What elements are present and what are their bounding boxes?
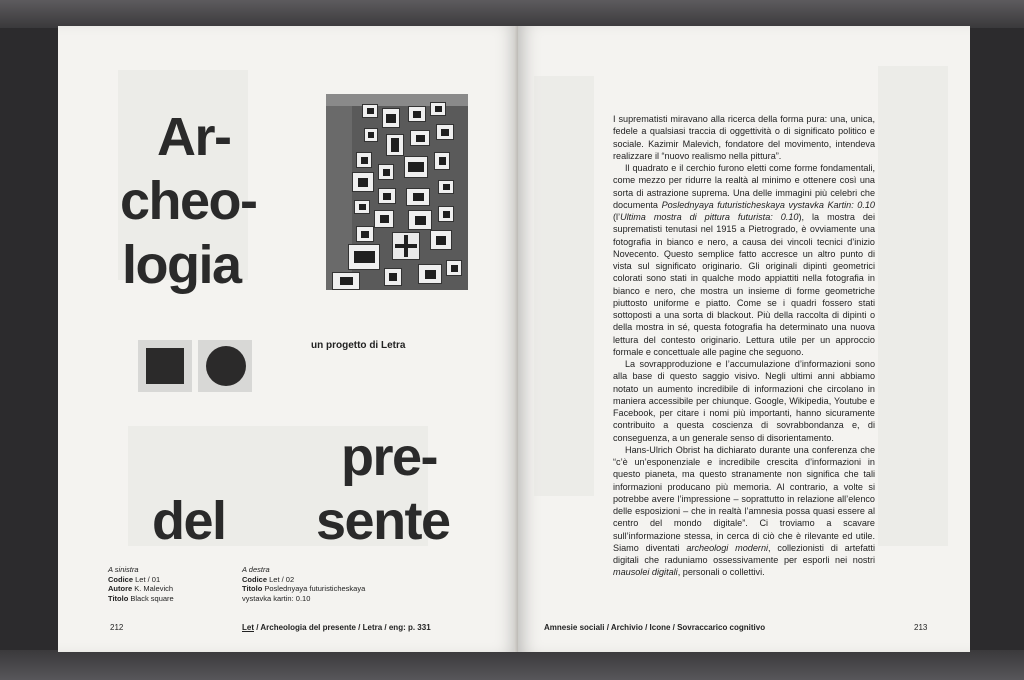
caption-line: Codice Let / 01 [108, 574, 161, 584]
caption-heading: A destra [242, 565, 270, 574]
paragraph-text: , personali o collettivi. [677, 567, 765, 578]
left-page [58, 26, 518, 652]
essay-body [613, 113, 875, 579]
title-bottom-word-left: del [152, 491, 226, 551]
page-number-left: 212 [110, 623, 124, 632]
caption-line: vystavka kartin: 0.10 [242, 593, 311, 603]
paragraph-text: La sovrapproduzione e l’accumulazione d’informazioni sono alla base di questo saggio visivo. Negli ultimi anni abbiamo notato un aumento incredibile di informazioni che circolano in maniera accessibile per chiunque. Google, Wikipedia, Youtube e Facebook, per citare i nomi più importanti, hanno sicuramente contribuito a questa coscienza di sovrabbondanza e, di conseguenza, a un generale senso di disorientamento. [613, 359, 875, 443]
title-line-2: cheo- [120, 171, 257, 231]
paragraph-text: ), la mostra dei suprematisti tenutasi nel 1915 a Pietrogrado, è ovviamente una fotografia in bianco e nero, a causa dei vincoli tecnici d’inizio Novecento. Questo semplice fatto accresce un altro punto di vista sul significato originario. Gli originali dipinti geometrici colorati sono stati in qualche modo appiattiti nella fotografia in bianco e nero, che mostra un insieme di forme geometriche piuttosto uniforme e piatto. Come se i quadri fossero stati sottoposti a una sorta di blackout. Più della raccolta di dipinti o della mostra in sé, questa fotografia ha determinato una nuova lettura del contesto originario. Lettura utile per un approccio formale e concettuale alle pagine che seguono. [613, 212, 875, 357]
right-page [518, 26, 970, 652]
essay-paragraph [613, 358, 875, 444]
caption-line: Codice Let / 02 [242, 574, 295, 584]
caption-right [242, 565, 365, 603]
title-bottom-word-right: sente [316, 491, 450, 551]
italic-title-text: Poslednyaya futuristicheskaya vystavka Kartin: 0.10 [661, 199, 875, 210]
italic-title-text: mausolei digitali [613, 567, 678, 578]
subtitle: un progetto di Letra [311, 340, 406, 351]
paragraph-text: (l’ [613, 212, 621, 222]
black-circle-thumbnail [198, 340, 252, 392]
scan-backdrop-bottom [0, 650, 1024, 680]
caption-line: Titolo Poslednyaya futuristicheskaya [242, 584, 366, 593]
show-through-shape [878, 66, 948, 546]
running-footer-left: Let / Archeologia del presente / Letra / eng: p. 331 [242, 623, 431, 632]
essay-paragraph [613, 113, 875, 162]
scan-backdrop-top [0, 0, 1024, 28]
paragraph-text: , collezionisti di artefatti digitali che raduniamo ossessivamente per esporli nei nostri [613, 542, 876, 565]
paragraph-text: Hans-Ulrich Obrist ha dichiarato durante una conferenza che “c’è un’esponenziale e incredibile crescita d’informazioni in questo pianeta, ma questo stranamente non significa che tali informazioni producano più memoria. Al contrario, a volte si potrebbe avere l’impressione – soprattutto in relazione all’elenco delle esposizioni – che in realtà l’amnesia possa quasi essere al centro del mondo digitale”. Ci troviamo a scavare sull’informazione stessa, in cerca di ciò che è rilevante ed utile. Siamo diventati [613, 444, 875, 553]
show-through-shape [534, 76, 594, 496]
essay-paragraph [613, 444, 875, 579]
essay-paragraph [613, 162, 875, 358]
caption-line: Titolo Black square [108, 593, 174, 603]
running-footer-right: Amnesie sociali / Archivio / Icone / Sovraccarico cognitivo [544, 623, 766, 632]
exhibition-photo [326, 94, 468, 290]
paragraph-text: Il quadrato e il cerchio furono eletti come forme fondamentali, come mezzo per ridurre la realtà al minimo e ottenere così una sorta di astrazione suprema. Una delle immagini più celebri che documenta [613, 163, 875, 210]
caption-line: Autore K. Malevich [108, 584, 174, 593]
title-line-3: logia [122, 235, 241, 295]
italic-title-text: archeologi moderni [686, 542, 769, 553]
caption-left [108, 565, 174, 603]
caption-heading: A sinistra [108, 565, 139, 574]
title-bottom-line-1: pre- [341, 427, 438, 487]
paragraph-text: I suprematisti miravano alla ricerca della forma pura: una, unica, fedele a qualsiasi traccia di oggettività o di significato politico e sociale. Kazimir Malevich, fondatore del movimento, intendeva realizzare il “nuovo realismo nella pittura”. [613, 114, 875, 161]
black-square-thumbnail [138, 340, 192, 392]
title-line-1: Ar- [157, 107, 231, 167]
italic-title-text: Ultima mostra di pittura futurista: 0.10 [620, 212, 799, 222]
page-number-right: 213 [914, 623, 928, 632]
